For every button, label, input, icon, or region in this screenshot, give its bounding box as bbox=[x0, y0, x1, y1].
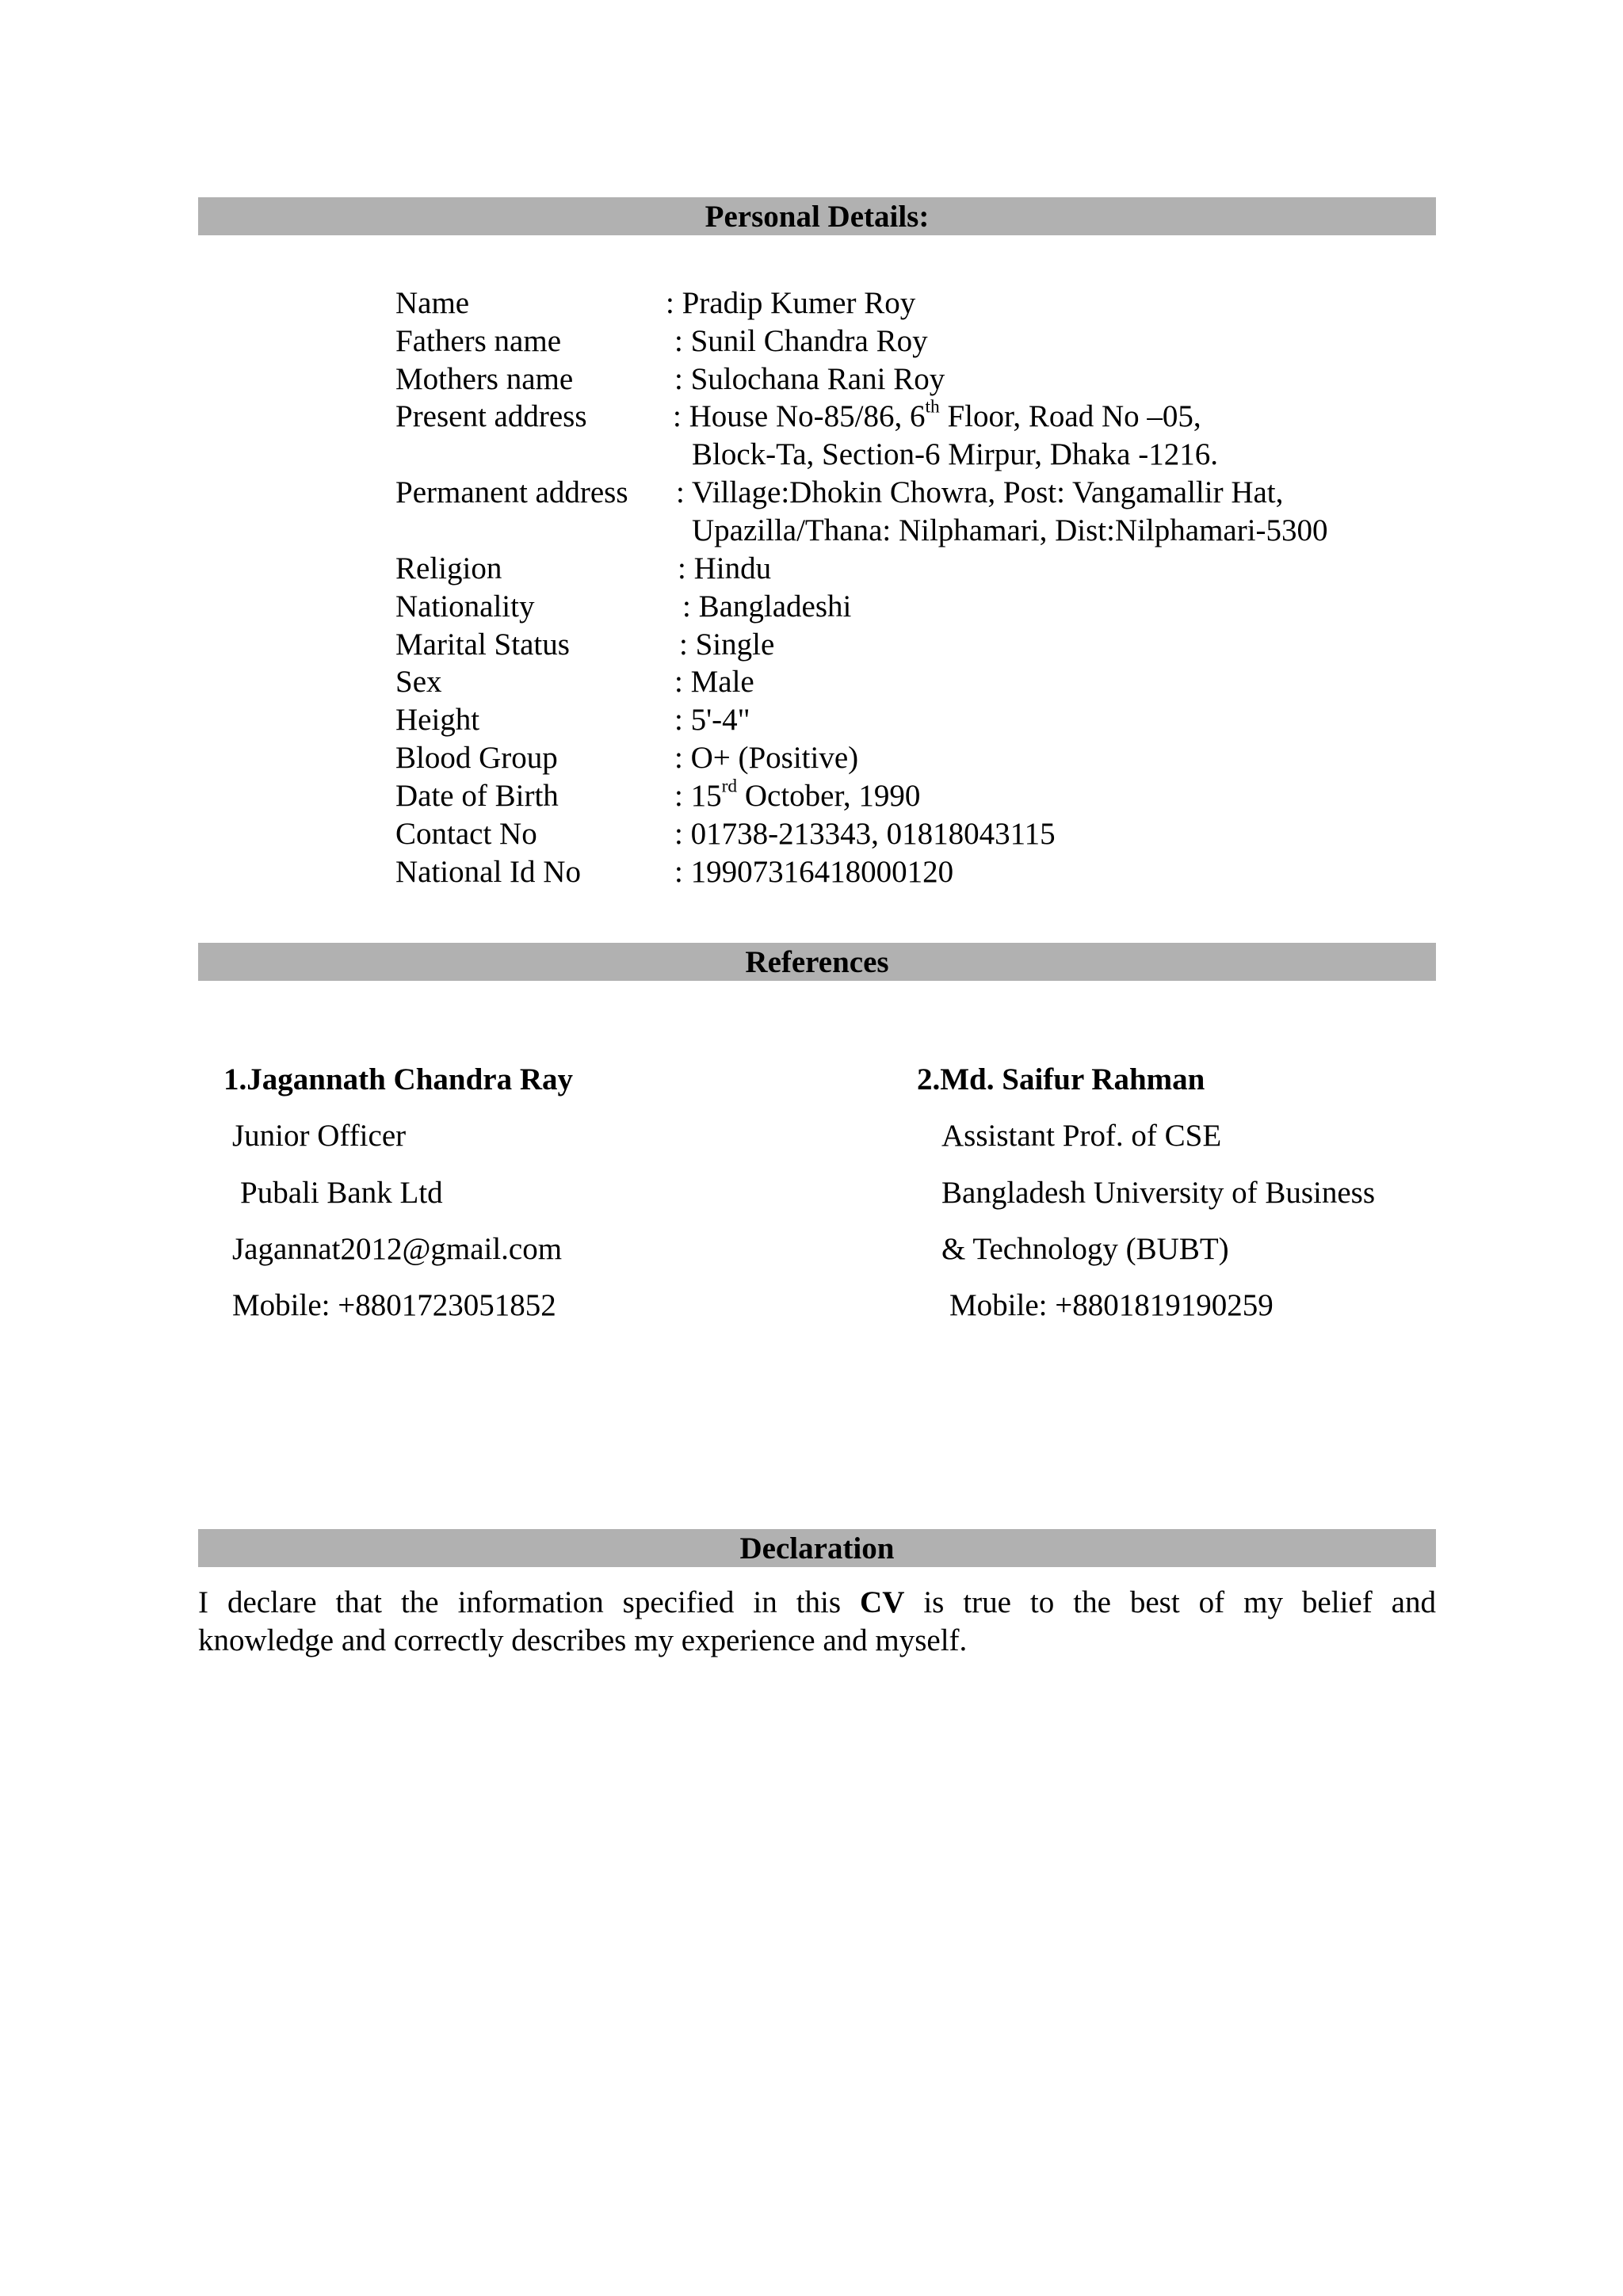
personal-details-heading: Personal Details: bbox=[198, 197, 1436, 235]
nationality-label: Nationality bbox=[395, 589, 535, 624]
name-label: Name bbox=[395, 286, 470, 320]
present-address-value: : House No-85/86, 6th Floor, Road No –05, bbox=[673, 396, 1201, 433]
permanent-address-label: Permanent address bbox=[395, 475, 628, 509]
height-value: : 5'-4" bbox=[674, 703, 750, 737]
national-id-value: : 19907316418000120 bbox=[674, 855, 954, 889]
religion-label: Religion bbox=[395, 551, 502, 585]
mothers-name-label: Mothers name bbox=[395, 362, 574, 396]
blood-group-label: Blood Group bbox=[395, 741, 558, 775]
name-value: : Pradip Kumer Roy bbox=[666, 286, 916, 320]
religion-value: : Hindu bbox=[678, 551, 772, 585]
height-label: Height bbox=[395, 703, 480, 737]
reference-2-mobile: Mobile: +8801819190259 bbox=[949, 1288, 1274, 1322]
national-id-label: National Id No bbox=[395, 855, 581, 889]
date-of-birth-value: : 15rd October, 1990 bbox=[674, 776, 921, 813]
reference-1-organization: Pubali Bank Ltd bbox=[240, 1176, 443, 1210]
declaration-text-line2: knowledge and correctly describes my experience and myself. bbox=[198, 1623, 968, 1657]
reference-2-organization-line2: & Technology (BUBT) bbox=[941, 1232, 1229, 1266]
reference-1-email: Jagannat2012@gmail.com bbox=[232, 1232, 563, 1266]
permanent-address-value: : Village:Dhokin Chowra, Post: Vangamallir Hat, bbox=[676, 475, 1284, 509]
marital-status-label: Marital Status bbox=[395, 627, 570, 662]
fathers-name-value: : Sunil Chandra Roy bbox=[674, 324, 928, 358]
contact-no-label: Contact No bbox=[395, 817, 537, 851]
present-address-label: Present address bbox=[395, 399, 587, 433]
reference-1-name: 1.Jagannath Chandra Ray bbox=[223, 1062, 574, 1097]
declaration-text: I declare that the information specified in this CV is true to the best of my belief and bbox=[198, 1585, 1436, 1619]
permanent-address-value-line2: Upazilla/Thana: Nilphamari, Dist:Nilphamari-5300 bbox=[692, 513, 1328, 547]
contact-no-value: : 01738-213343, 01818043115 bbox=[674, 817, 1056, 851]
sex-value: : Male bbox=[674, 665, 754, 699]
mothers-name-value: : Sulochana Rani Roy bbox=[674, 362, 945, 396]
reference-2-name: 2.Md. Saifur Rahman bbox=[917, 1062, 1205, 1097]
marital-status-value: : Single bbox=[679, 627, 775, 662]
reference-1-mobile: Mobile: +8801723051852 bbox=[232, 1288, 556, 1322]
nationality-value: : Bangladeshi bbox=[682, 589, 852, 624]
present-address-value-line2: Block-Ta, Section-6 Mirpur, Dhaka -1216. bbox=[692, 437, 1218, 471]
blood-group-value: : O+ (Positive) bbox=[674, 741, 859, 775]
date-of-birth-label: Date of Birth bbox=[395, 779, 559, 813]
reference-2-organization: Bangladesh University of Business bbox=[941, 1176, 1376, 1210]
reference-1-title: Junior Officer bbox=[232, 1119, 407, 1153]
fathers-name-label: Fathers name bbox=[395, 324, 562, 358]
references-heading: References bbox=[198, 943, 1436, 981]
reference-2-title: Assistant Prof. of CSE bbox=[941, 1119, 1222, 1153]
sex-label: Sex bbox=[395, 665, 442, 699]
declaration-heading: Declaration bbox=[198, 1529, 1436, 1567]
